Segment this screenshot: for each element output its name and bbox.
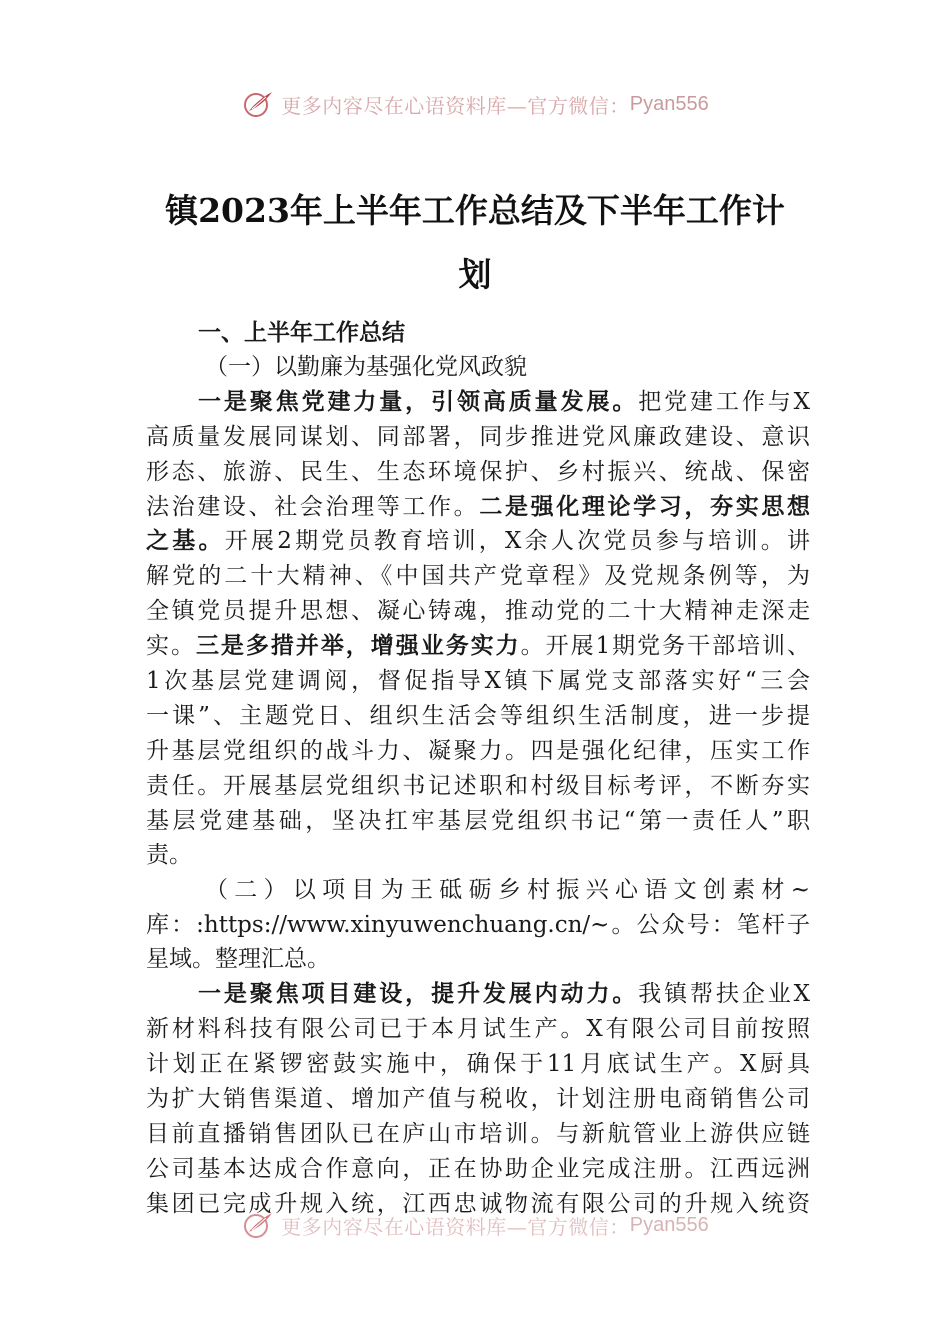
paragraph-line: 为扩大销售渠道、增加产值与税收，计划注册电商销售公司 — [146, 1086, 810, 1112]
paragraph-line: 集团已完成升规入统，江西忠诚物流有限公司的升规入统资 — [146, 1191, 810, 1217]
watermark-banner-top — [0, 86, 950, 122]
document-title-line-2: 划 — [458, 255, 492, 294]
paragraph-line: 一课”、主题党日、组织生活会等组织生活制度，进一步提 — [146, 703, 810, 729]
paragraph-line: 1次基层党建调阅，督促指导X镇下属党支部落实好“三会 — [146, 668, 810, 694]
line-text: 。开展1期党务干部培训、 — [520, 633, 811, 659]
paragraph-line: 库：:https://www.xinyuwenchuang.cn/~。公众号：笔杆子 — [146, 912, 810, 938]
paragraph-line — [198, 385, 810, 419]
paragraph-line: 全镇党员提升思想、凝心铸魂，推动党的二十大精神走深走 — [146, 598, 810, 624]
bold-lead: 一是聚焦党建力量，引领高质量发展。 — [198, 388, 639, 415]
paragraph-line: 责。 — [146, 842, 192, 868]
line-text: 实。 — [146, 633, 196, 659]
feather-circle-logo-icon — [241, 1210, 275, 1240]
line-text: 法治建设、社会治理等工作。 — [146, 494, 480, 520]
paragraph-line: 目前直播销售团队已在庐山市培训。与新航管业上游供应链 — [146, 1121, 810, 1147]
paragraph-line — [198, 977, 810, 1011]
paragraph-line — [146, 524, 810, 558]
watermark-text: 更多内容尽在心语资料库—官方微信： — [281, 1214, 630, 1239]
watermark-banner-bottom — [0, 1207, 950, 1243]
paragraph-line: 基层党建基础，坚决扛牢基层党组织书记“第一责任人”职 — [146, 808, 810, 834]
paragraph-line — [146, 490, 810, 524]
paragraph-line: 计划正在紧锣密鼓实施中，确保于11月底试生产。X厨具 — [146, 1051, 810, 1077]
bold-lead: 三是多措并举，增强业务实力 — [195, 632, 521, 659]
paragraph-line: 责任。开展基层党组织书记述职和村级目标考评，不断夯实 — [146, 773, 810, 799]
line-text: 开展2期党员教育培训，X余人次党员参与培训。讲 — [224, 528, 810, 554]
paragraph-line: 形态、旅游、民生、生态环境保护、乡村振兴、统战、保密 — [146, 459, 810, 485]
watermark-wechat-id: Pyan556 — [629, 1213, 709, 1236]
paragraph-line: 升基层党组织的战斗力、凝聚力。四是强化纪律，压实工作 — [146, 738, 810, 764]
paragraph-line: 新材料科技有限公司已于本月试生产。X有限公司目前按照 — [146, 1016, 810, 1042]
watermark-wechat-id: Pyan556 — [629, 92, 709, 115]
bold-lead: 之基。 — [146, 527, 225, 554]
paragraph-line: 公司基本达成合作意向，正在协助企业完成注册。江西远洲 — [146, 1156, 810, 1182]
watermark-text: 更多内容尽在心语资料库—官方微信： — [281, 93, 630, 118]
line-text: 把党建工作与X — [638, 389, 811, 415]
bold-lead: 二是强化理论学习，夯实思想 — [479, 493, 811, 520]
section-heading: 一、上半年工作总结 — [198, 320, 405, 346]
paragraph-line: 星域。整理汇总。 — [146, 946, 330, 972]
document-title-line-1: 镇2023年上半年工作总结及下半年工作计 — [165, 191, 785, 230]
bold-lead: 一是聚焦项目建设，提升发展内动力。 — [198, 980, 639, 1007]
subsection-heading-1: （一）以勤廉为基强化党风政貌 — [205, 354, 527, 380]
line-text: 我镇帮扶企业X — [638, 981, 811, 1007]
paragraph-line — [146, 629, 810, 663]
paragraph-line: 解党的二十大精神、《中国共产党章程》及党规条例等，为 — [146, 563, 810, 589]
paragraph-line: 高质量发展同谋划、同部署，同步推进党风廉政建设、意识 — [146, 424, 810, 450]
feather-circle-logo-icon — [241, 89, 275, 119]
subsection-heading-2: （二）以项目为王砥砺乡村振兴心语文创素材~ — [205, 877, 810, 903]
